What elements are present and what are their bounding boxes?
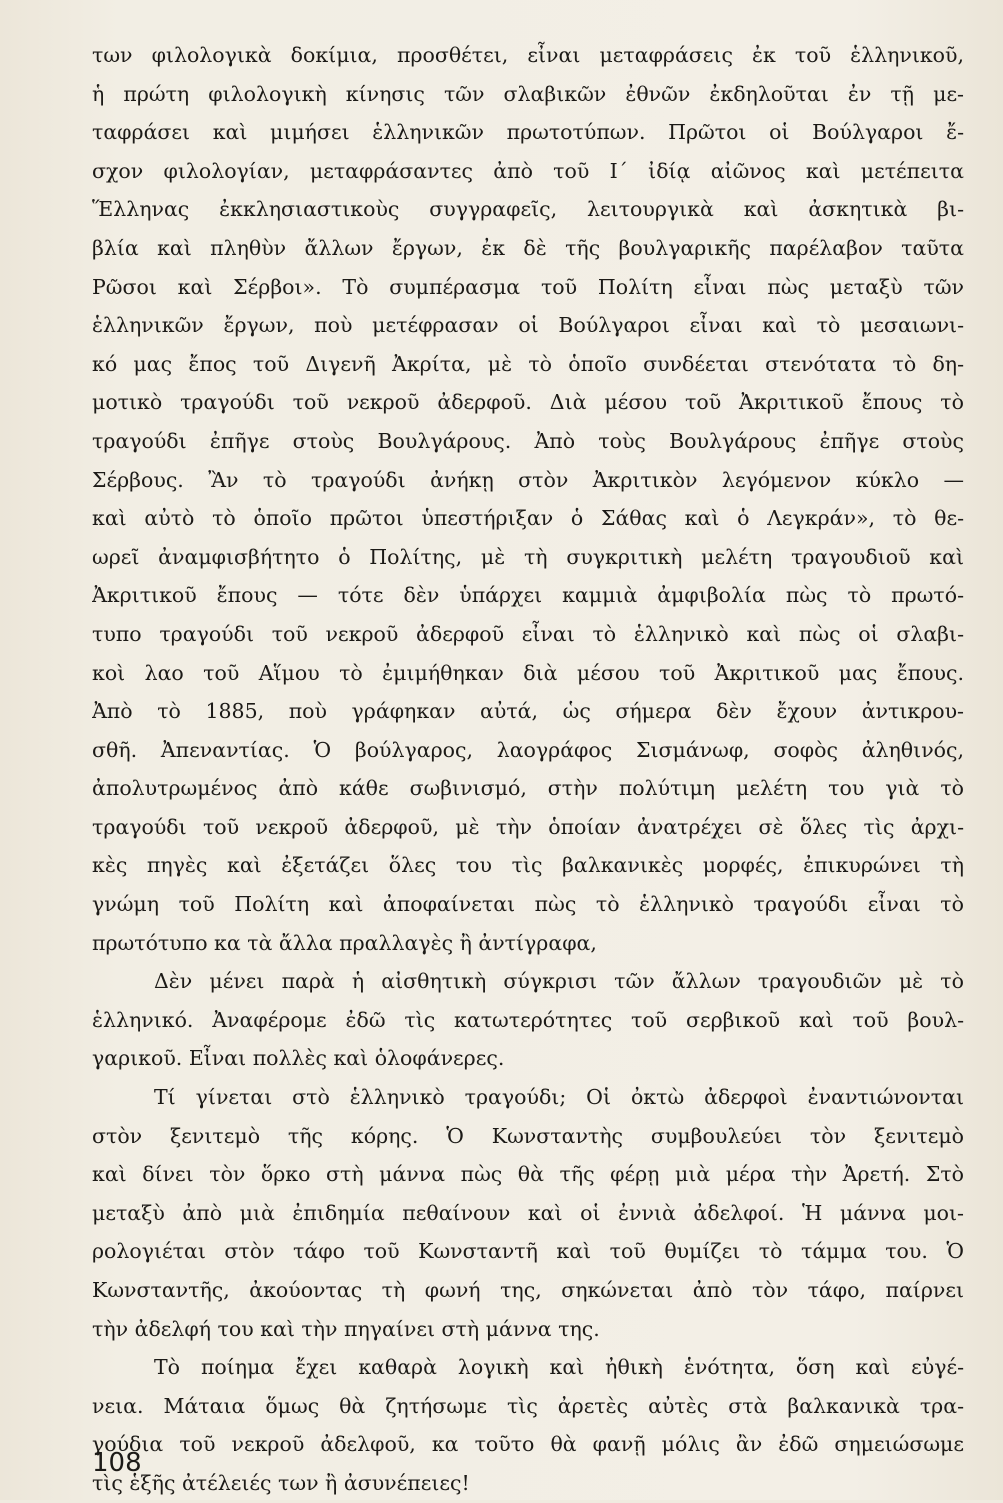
text-line: πρωτότυπο κα τὰ ἄλλα πραλλαγὲς ἢ ἀντίγραφα,: [92, 930, 597, 955]
text-line: Ρῶσοι καὶ Σέρβοι». Τὸ συμπέρασμα τοῦ Πολίτη εἶναι πὼς μεταξὺ τῶν: [92, 274, 964, 299]
text-line: ἀπολυτρωμένος ἀπὸ κάθε σωβινισμό, στὴν πολύτιμη μελέτη του γιὰ τὸ: [92, 776, 964, 801]
text-line: Τὸ ποίημα ἔχει καθαρὰ λογικὴ καὶ ἠθικὴ ἑνότητα, ὅση καὶ εὐγέ-: [154, 1355, 964, 1380]
text-line: μεταξὺ ἀπὸ μιὰ ἐπιδημία πεθαίνουν καὶ οἱ ἐννιὰ ἀδελφοί. Ἡ μάννα μοι-: [92, 1200, 964, 1225]
text-line: Δὲν μένει παρὰ ἡ αἰσθητικὴ σύγκρισι τῶν ἄλλων τραγουδιῶν μὲ τὸ: [154, 969, 964, 994]
text-line: ἡ πρώτη φιλολογικὴ κίνησις τῶν σλαβικῶν ἐθνῶν ἐκδηλοῦται ἐν τῇ με-: [92, 81, 964, 106]
text-line: νεια. Μάταια ὅμως θὰ ζητήσωμε τὶς ἀρετὲς αὐτὲς στὰ βαλκανικὰ τρα-: [92, 1393, 964, 1418]
text-line: Σέρβους. Ἂν τὸ τραγούδι ἀνήκῃ στὸν Ἀκριτικὸν λεγόμενον κύκλο —: [92, 467, 964, 492]
text-line: Ἀπὸ τὸ 1885, ποὺ γράφηκαν αὐτά, ὡς σήμερα δὲν ἔχουν ἀντικρου-: [92, 699, 964, 724]
text-line: τυπο τραγούδι τοῦ νεκροῦ ἀδερφοῦ εἶναι τὸ ἑλληνικὸ καὶ πὼς οἱ σλαβι-: [92, 621, 964, 646]
text-line: ωρεῖ ἀναμφισβήτητο ὁ Πολίτης, μὲ τὴ συγκριτικὴ μελέτη τραγουδιοῦ καὶ: [92, 544, 964, 569]
text-line: ρολογιέται στὸν τάφο τοῦ Κωνσταντῆ καὶ τοῦ θυμίζει τὸ τάμμα του. Ὁ: [92, 1239, 964, 1264]
text-line: Ἕλληνας ἐκκλησιαστικοὺς συγγραφεῖς, λειτουργικὰ καὶ ἀσκητικὰ βι-: [92, 197, 964, 222]
text-line: ταφράσει καὶ μιμήσει ἑλληνικῶν πρωτοτύπων. Πρῶτοι οἱ Βούλγαροι ἔ-: [92, 120, 964, 145]
text-line: των φιλολογικὰ δοκίμια, προσθέτει, εἶναι μεταφράσεις ἐκ τοῦ ἑλληνικοῦ,: [92, 43, 964, 67]
text-line: σθῆ. Ἀπεναντίας. Ὁ βούλγαρος, λαογράφος Σισμάνωφ, σοφὸς ἀληθινός,: [92, 737, 964, 762]
text-line: Τί γίνεται στὸ ἑλληνικὸ τραγούδι; Οἱ ὀκτὼ ἀδερφοὶ ἐναντιώνονται: [154, 1085, 964, 1110]
text-line: κό μας ἔπος τοῦ Διγενῆ Ἀκρίτα, μὲ τὸ ὁποῖο συνδέεται στενότατα τὸ δη-: [92, 351, 964, 376]
text-line: Ἀκριτικοῦ ἔπους — τότε δὲν ὑπάρχει καμμιὰ ἀμφιβολία πὼς τὸ πρωτό-: [92, 583, 964, 608]
text-line: ἑλληνικό. Ἀναφέρομε ἐδῶ τὶς κατωτερότητες τοῦ σερβικοῦ καὶ τοῦ βουλ-: [92, 1007, 964, 1032]
text-line: ἑλληνικῶν ἔργων, ποὺ μετέφρασαν οἱ Βούλγαροι εἶναι καὶ τὸ μεσαιωνι-: [92, 313, 964, 338]
text-line: Κωνσταντῆς, ἀκούοντας τὴ φωνή της, σηκώνεται ἀπὸ τὸν τάφο, παίρνει: [92, 1278, 964, 1302]
text-line: σχον φιλολογίαν, μεταφράσαντες ἀπὸ τοῦ Ι΄ ἰδίᾳ αἰῶνος καὶ μετέπειτα: [92, 158, 964, 183]
text-line: γούδια τοῦ νεκροῦ ἀδελφοῦ, κα τοῦτο θὰ φανῇ μόλις ἂν ἐδῶ σημειώσωμε: [92, 1432, 964, 1457]
page-number: 108: [92, 1448, 142, 1478]
text-line: μοτικὸ τραγούδι τοῦ νεκροῦ ἀδερφοῦ. Διὰ μέσου τοῦ Ἀκριτικοῦ ἔπους τὸ: [92, 390, 964, 415]
text-line: γαρικοῦ. Εἶναι πολλὲς καὶ ὁλοφάνερες.: [92, 1046, 505, 1071]
text-line: κοὶ λαο τοῦ Αἵμου τὸ ἐμιμήθηκαν διὰ μέσου τοῦ Ἀκριτικοῦ μας ἔπους.: [92, 660, 964, 685]
text-line: καὶ αὐτὸ τὸ ὁποῖο πρῶτοι ὑπεστήριξαν ὁ Σάθας καὶ ὁ Λεγκράν», τὸ θε-: [92, 506, 964, 531]
text-line: καὶ δίνει τὸν ὅρκο στὴ μάννα πὼς θὰ τῆς φέρῃ μιὰ μέρα τὴν Ἀρετή. Στὸ: [92, 1162, 964, 1187]
body-text: [92, 36, 964, 1503]
text-line: τραγούδι τοῦ νεκροῦ ἀδερφοῦ, μὲ τὴν ὁποίαν ἀνατρέχει σὲ ὅλες τὶς ἀρχι-: [92, 814, 964, 839]
text-line: γνώμη τοῦ Πολίτη καὶ ἀποφαίνεται πὼς τὸ ἑλληνικὸ τραγούδι εἶναι τὸ: [92, 892, 964, 917]
text-line: τὴν ἀδελφή του καὶ τὴν πηγαίνει στὴ μάννα της.: [92, 1316, 600, 1341]
text-line: στὸν ξενιτεμὸ τῆς κόρης. Ὁ Κωνσταντὴς συμβουλεύει τὸν ξενιτεμὸ: [92, 1123, 964, 1148]
text-line: κὲς πηγὲς καὶ ἐξετάζει ὅλες του τὶς βαλκανικὲς μορφές, ἐπικυρώνει τὴ: [92, 853, 964, 878]
text-line: τραγούδι ἐπῆγε στοὺς Βουλγάρους. Ἀπὸ τοὺς Βουλγάρους ἐπῆγε στοὺς: [92, 428, 964, 453]
text-line: τὶς ἑξῆς ἀτέλειές των ἢ ἀσυνέπειες!: [92, 1470, 470, 1495]
text-line: βλία καὶ πληθὺν ἄλλων ἔργων, ἐκ δὲ τῆς βουλγαρικῆς παρέλαβον ταῦτα: [92, 235, 964, 260]
